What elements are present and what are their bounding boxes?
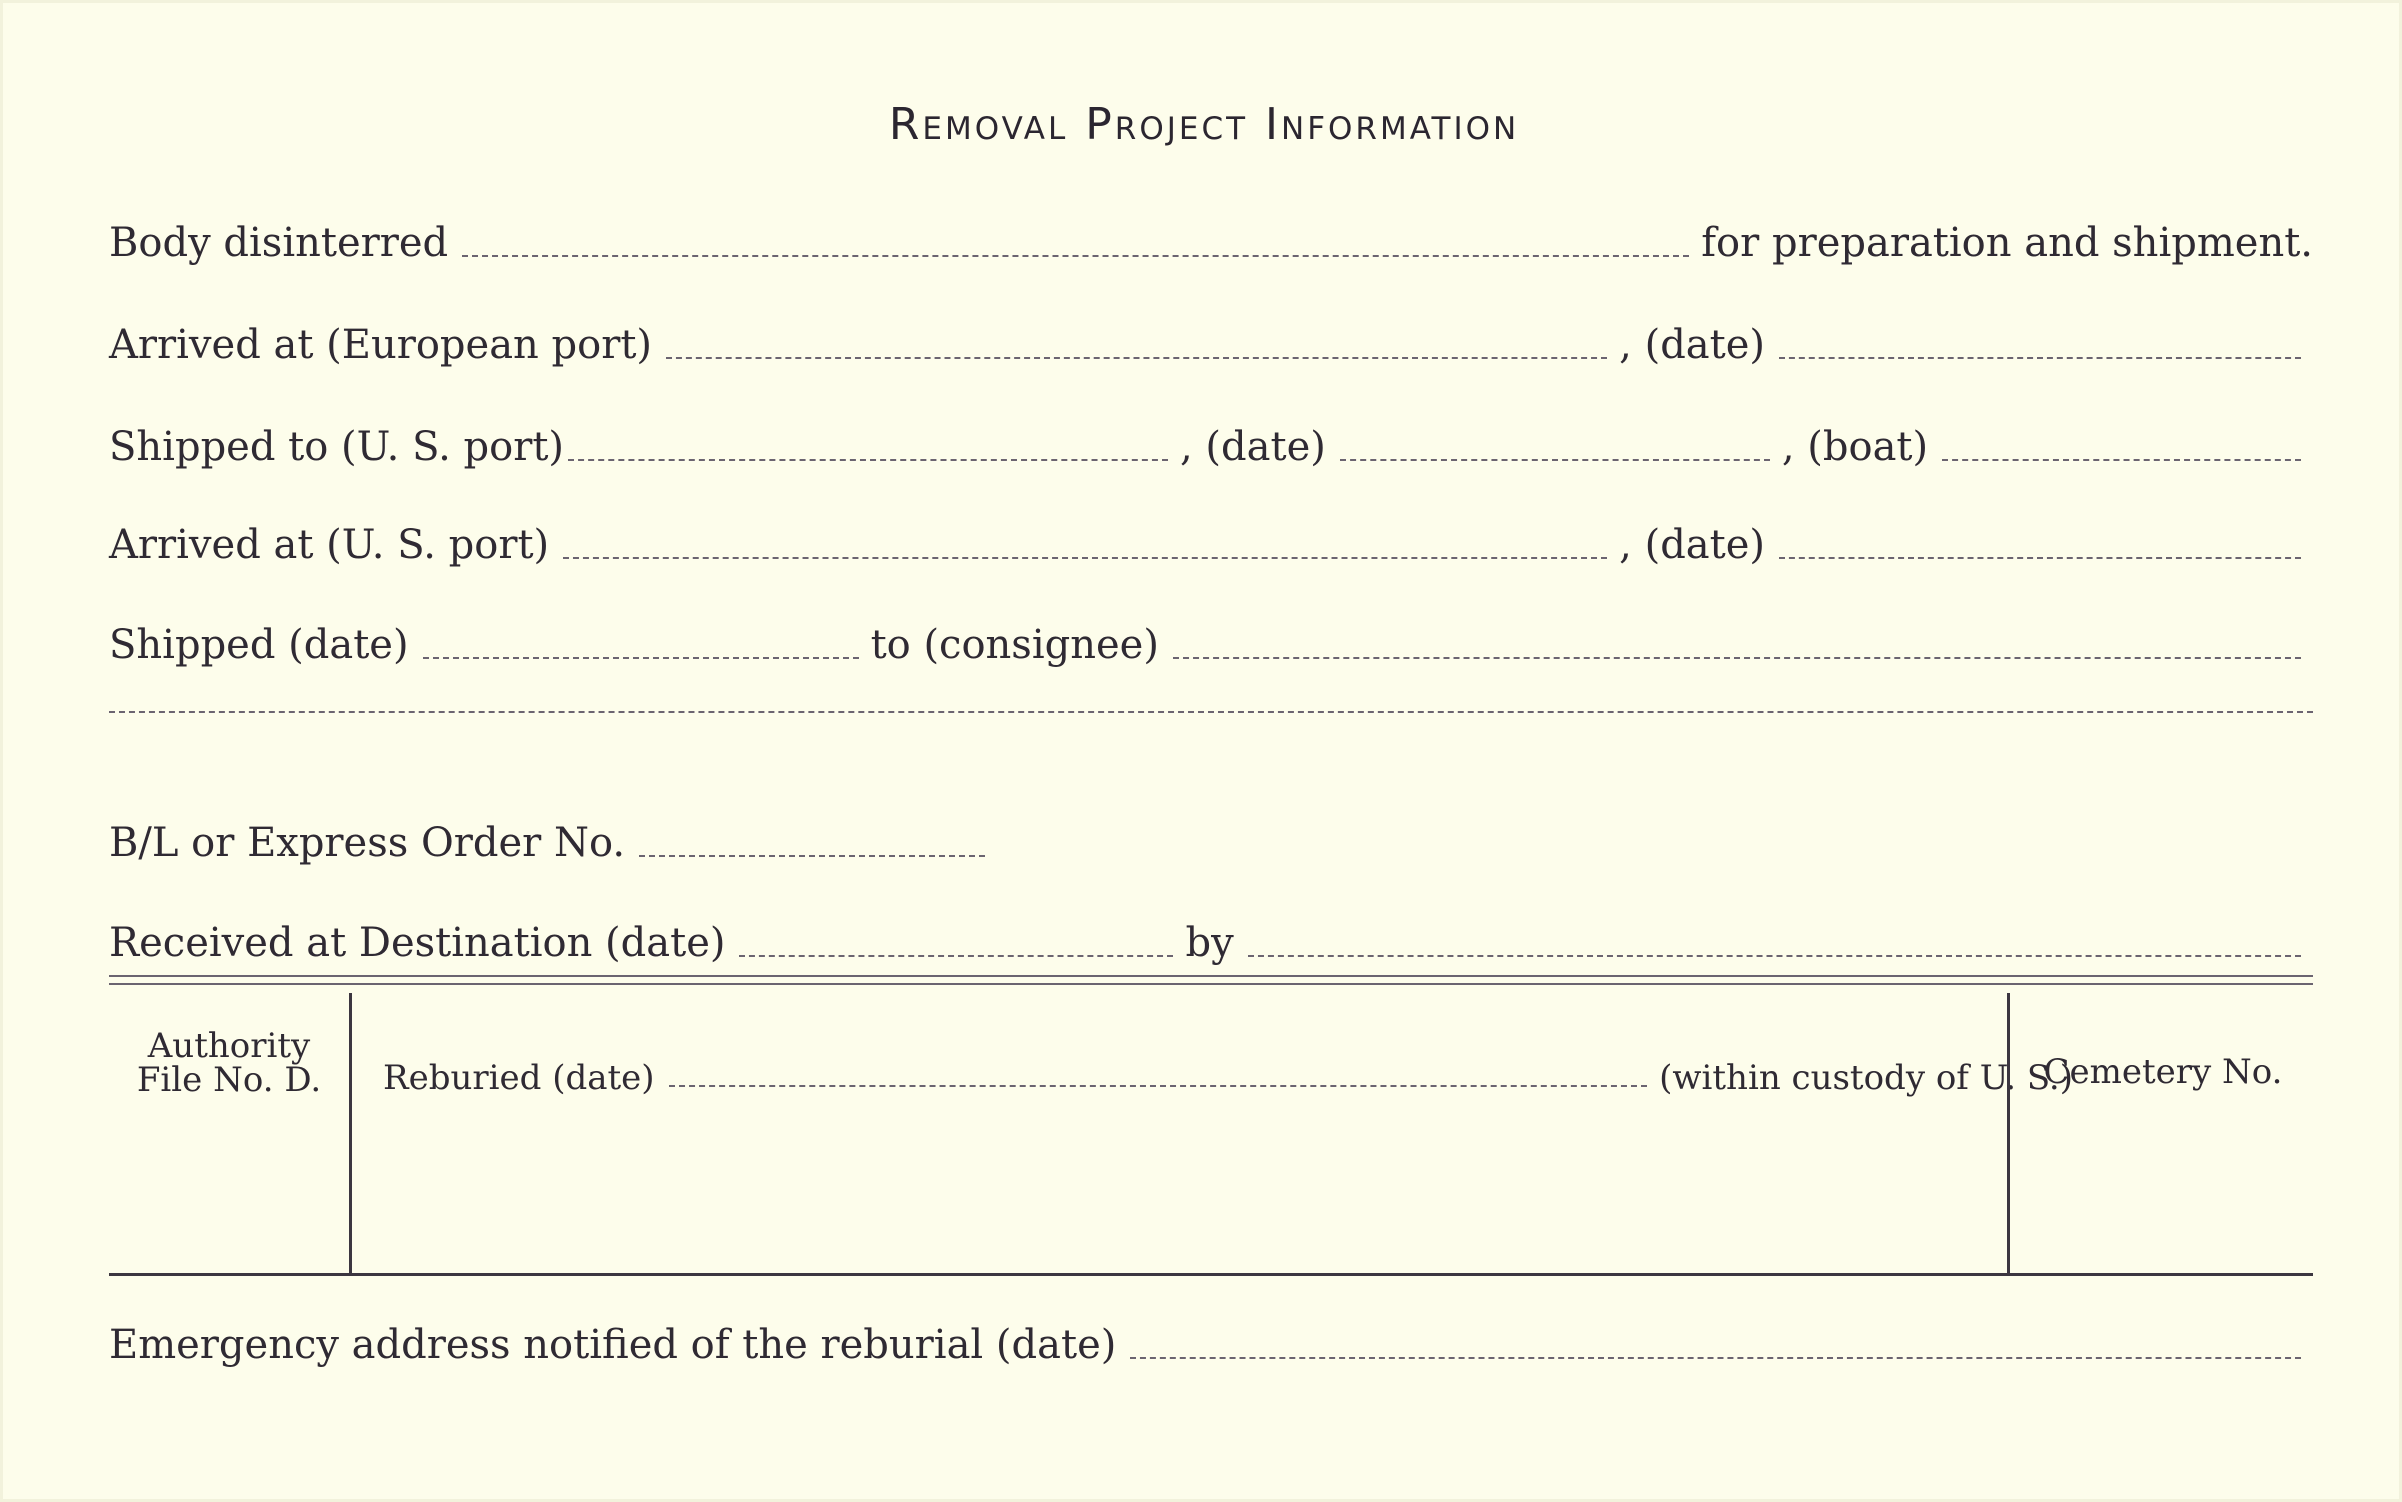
boat-field[interactable] [1942, 459, 2301, 461]
arrived-us-date-label: , (date) [1619, 522, 1765, 568]
reburied-date-field[interactable] [669, 1085, 1648, 1087]
received-by-label: by [1185, 920, 1234, 966]
shipped-us-label: Shipped to (U. S. port) [109, 424, 564, 470]
row-arrived-european [109, 321, 2313, 369]
row-shipped-us [109, 423, 2313, 471]
custody-label: (within custody of U. S.) [1659, 1058, 2073, 1098]
body-disinterred-field[interactable] [462, 255, 1689, 257]
bl-order-field[interactable] [639, 855, 985, 857]
emergency-label: Emergency address notified of the reburial (date) [109, 1322, 1117, 1368]
arrived-european-label: Arrived at (European port) [109, 322, 653, 368]
consignee-label: to (consignee) [870, 622, 1159, 668]
reburied-label: Reburied (date) [383, 1058, 655, 1098]
bl-order-label: B/L or Express Order No. [109, 820, 626, 866]
cemetery-no-label: Cemetery No. [2043, 1052, 2283, 1092]
row-arrived-us [109, 521, 2313, 569]
authority-cell [109, 993, 349, 1273]
table-divider-right [2007, 993, 2010, 1273]
arrived-us-date-field[interactable] [1779, 557, 2301, 559]
authority-label: Authority [147, 1026, 311, 1066]
shipped-us-date-field[interactable] [1340, 459, 1770, 461]
row-received [109, 919, 2313, 967]
arrived-european-date-label: , (date) [1619, 322, 1765, 368]
row-emergency [109, 1321, 2313, 1369]
section-divider [109, 975, 2313, 985]
shipped-us-boat-label: , (boat) [1781, 424, 1929, 470]
body-disinterred-suffix: for preparation and shipment. [1701, 220, 2313, 266]
table-divider-left [349, 993, 352, 1273]
received-date-field[interactable] [739, 955, 1173, 957]
body-disinterred-label: Body disinterred [109, 220, 449, 266]
shipped-date-label: Shipped (date) [109, 622, 409, 668]
shipped-us-date-label: , (date) [1180, 424, 1326, 470]
reburial-table [109, 993, 2313, 1276]
consignee-field[interactable] [1173, 657, 2301, 659]
consignee-continued-field[interactable] [109, 711, 2313, 713]
us-port-field[interactable] [568, 459, 1168, 461]
row-body-disinterred [109, 219, 2313, 267]
shipped-date-field[interactable] [423, 657, 859, 659]
arrived-us-port-field[interactable] [563, 557, 1607, 559]
row-shipped-date [109, 621, 2313, 669]
european-date-field[interactable] [1779, 357, 2301, 359]
form-title: Removal Project Information [888, 99, 1520, 150]
received-by-field[interactable] [1248, 955, 2301, 957]
received-label: Received at Destination (date) [109, 920, 726, 966]
row-bl-order [109, 819, 2313, 867]
reburied-cell [383, 1055, 2073, 1098]
emergency-date-field[interactable] [1130, 1357, 2301, 1359]
row-consignee-continued [109, 711, 2313, 723]
arrived-us-label: Arrived at (U. S. port) [109, 522, 550, 568]
file-no-label: File No. D. [136, 1060, 322, 1100]
european-port-field[interactable] [666, 357, 1607, 359]
